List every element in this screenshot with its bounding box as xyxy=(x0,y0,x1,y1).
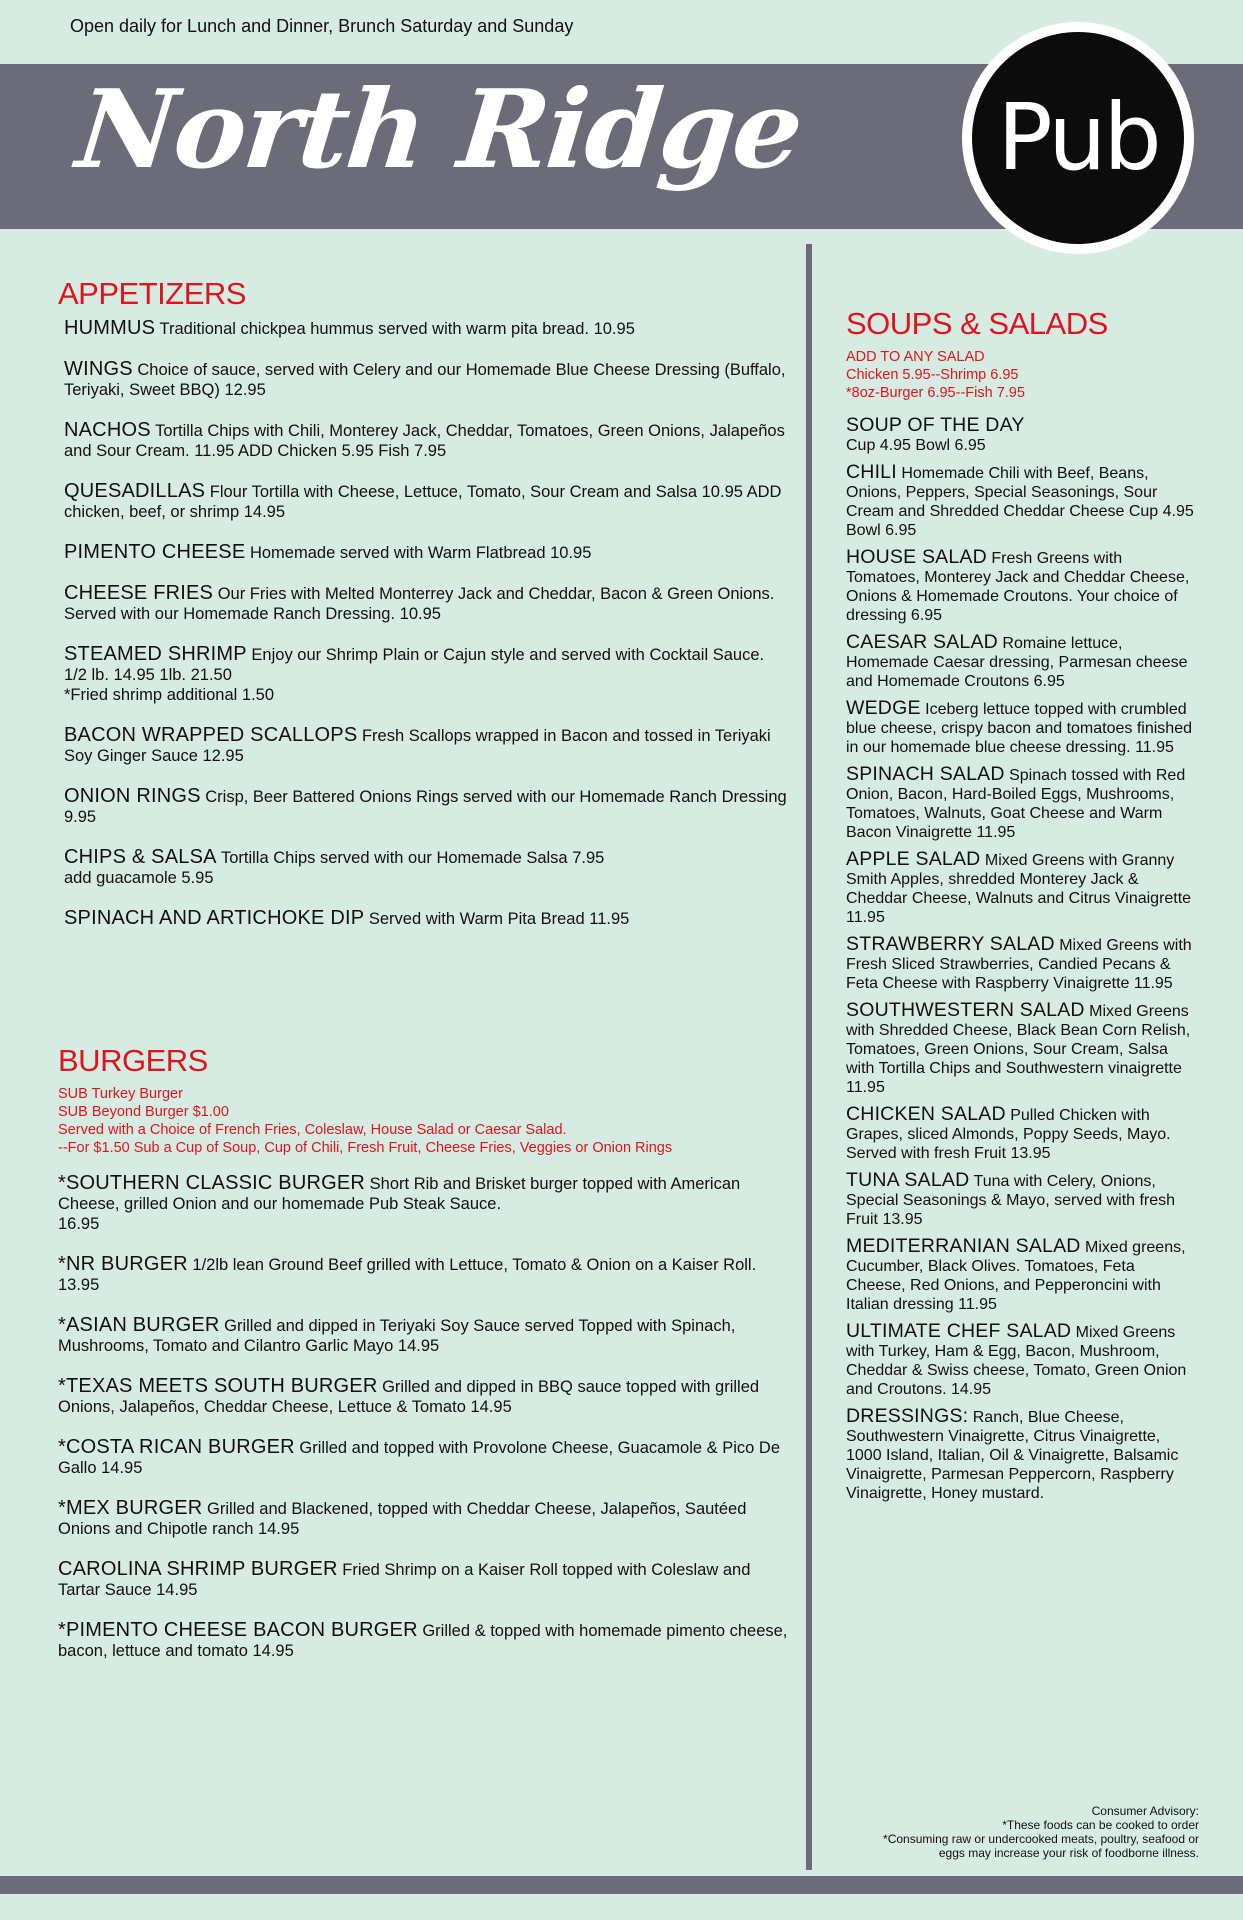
menu-item xyxy=(846,1322,1196,1399)
menu-item xyxy=(64,583,788,624)
menu-item xyxy=(58,1559,788,1600)
section-note: *8oz-Burger 6.95--Fish 7.95 xyxy=(846,385,1025,401)
menu-item-description: Served with Warm Pita Bread 11.95 xyxy=(368,910,630,928)
menu-item-name: *COSTA RICAN BURGER xyxy=(58,1436,295,1458)
menu-item-name: MEDITERRANIAN SALAD xyxy=(846,1235,1081,1257)
menu-item xyxy=(64,481,788,522)
menu-item-extra: 1/2 lb. 14.95 1lb. 21.50 xyxy=(64,666,232,684)
menu-item xyxy=(58,1437,788,1478)
menu-item-name: WEDGE xyxy=(846,697,921,719)
menu-item xyxy=(846,1407,1196,1503)
menu-item-name: SPINACH AND ARTICHOKE DIP xyxy=(64,907,365,929)
menu-item-extra: *Fried shrimp additional 1.50 xyxy=(64,686,275,704)
menu-item-name: STRAWBERRY SALAD xyxy=(846,933,1055,955)
menu-item-name: ONION RINGS xyxy=(64,785,201,807)
menu-item-description: Grilled and dipped in BBQ sauce topped with grilled Onions, Jalapeños, Cheddar Cheese, Lettuce & Tomato 14.95 xyxy=(58,1378,760,1416)
menu-item-description: Fresh Scallops wrapped in Bacon and tossed in Teriyaki Soy Ginger Sauce 12.95 xyxy=(64,727,771,765)
menu-item-description: Ranch, Blue Cheese, Southwestern Vinaigrette, Citrus Vinaigrette, 1000 Island, Italian, Oil & Vinaigrette, Balsamic Vinaigrette, Parmesan Peppercorn, Raspberry Vinaigrette, Honey mustard. xyxy=(846,1409,1179,1502)
menu-item xyxy=(846,1001,1196,1097)
restaurant-name: North Ridge xyxy=(71,67,807,193)
menu-item-name: TUNA SALAD xyxy=(846,1169,970,1191)
menu-item-name: SPINACH SALAD xyxy=(846,763,1005,785)
menu-item xyxy=(846,633,1196,691)
menu-item-description: Romaine lettuce, Homemade Caesar dressing, Parmesan cheese and Homemade Croutons 6.95 xyxy=(846,635,1188,690)
menu-item-name: APPLE SALAD xyxy=(846,848,981,870)
menu-item-description: Short Rib and Brisket burger topped with American Cheese, grilled Onion and our homemade Pub Steak Sauce. xyxy=(58,1175,741,1213)
menu-item xyxy=(64,786,788,827)
menu-item-name: DRESSINGS: xyxy=(846,1405,969,1427)
menu-item xyxy=(58,1498,788,1539)
menu-item xyxy=(64,420,788,461)
menu-item-description: Homemade served with Warm Flatbread 10.95 xyxy=(249,544,592,562)
menu-item-description: Flour Tortilla with Cheese, Lettuce, Tomato, Sour Cream and Salsa 10.95 ADD chicken, beef, or shrimp 14.95 xyxy=(64,483,782,521)
menu-item-description: Crisp, Beer Battered Onions Rings served with our Homemade Ranch Dressing 9.95 xyxy=(64,788,787,826)
footer-band xyxy=(0,1876,1243,1894)
burgers-list xyxy=(58,1173,788,1661)
menu-item xyxy=(846,765,1196,842)
menu-item-name: *NR BURGER xyxy=(58,1253,188,1275)
menu-item xyxy=(58,1173,788,1234)
menu-item xyxy=(58,1376,788,1417)
menu-item-description: Mixed greens, Cucumber, Black Olives. Tomatoes, Feta Cheese, Red Onions, and Pepperoncini with Italian dressing 11.95 xyxy=(846,1239,1186,1313)
menu-item-extra: 16.95 xyxy=(58,1215,100,1233)
pub-badge-inner xyxy=(972,32,1184,244)
menu-item-extra: Cup 4.95 Bowl 6.95 xyxy=(846,437,986,454)
pub-badge xyxy=(962,22,1194,254)
menu-item xyxy=(58,1315,788,1356)
menu-item xyxy=(64,359,788,400)
menu-item xyxy=(846,699,1196,757)
left-column xyxy=(58,276,788,1681)
menu-item-name: WINGS xyxy=(64,358,133,380)
menu-item-name: CHEESE FRIES xyxy=(64,582,214,604)
section-note: ADD TO ANY SALAD xyxy=(846,349,985,365)
burgers-section xyxy=(58,1043,788,1661)
menu-item-description: Choice of sauce, served with Celery and our Homemade Blue Cheese Dressing (Buffalo, Teriyaki, Sweet BBQ) 12.95 xyxy=(64,361,786,399)
column-divider xyxy=(806,244,812,1870)
menu-item-name: QUESADILLAS xyxy=(64,480,206,502)
menu-item xyxy=(58,1254,788,1295)
burgers-notes xyxy=(58,1085,788,1157)
menu-item xyxy=(58,1620,788,1661)
section-note: --For $1.50 Sub a Cup of Soup, Cup of Chili, Fresh Fruit, Cheese Fries, Veggies or Onion Rings xyxy=(58,1140,673,1156)
menu-item xyxy=(846,416,1196,455)
menu-item-description: Traditional chickpea hummus served with warm pita bread. 10.95 xyxy=(159,320,635,338)
menu-item-name: *ASIAN BURGER xyxy=(58,1314,220,1336)
menu-item-description: Tortilla Chips with Chili, Monterey Jack, Cheddar, Tomatoes, Green Onions, Jalapeños and Sour Cream. 11.95 ADD Chicken 5.95 Fish 7.95 xyxy=(64,422,785,460)
menu-item-description: Grilled and topped with Provolone Cheese, Guacamole & Pico De Gallo 14.95 xyxy=(58,1439,781,1477)
advisory-line: eggs may increase your risk of foodborne illness. xyxy=(938,1846,1199,1860)
menu-item-description: 1/2lb lean Ground Beef grilled with Lettuce, Tomato & Onion on a Kaiser Roll. 13.95 xyxy=(58,1256,757,1294)
menu-item-description: Our Fries with Melted Monterrey Jack and Cheddar, Bacon & Green Onions. Served with our Homemade Ranch Dressing. 10.95 xyxy=(64,585,775,623)
menu-item-name: *SOUTHERN CLASSIC BURGER xyxy=(58,1172,366,1194)
menu-item-name: HOUSE SALAD xyxy=(846,546,987,568)
appetizers-title: APPETIZERS xyxy=(58,276,246,311)
section-note: SUB Beyond Burger $1.00 xyxy=(58,1104,229,1120)
menu-item-description: Fresh Greens with Tomatoes, Monterey Jack and Cheddar Cheese, Onions & Homemade Croutons. Your choice of dressing 6.95 xyxy=(846,550,1190,624)
soups-salads-list xyxy=(846,416,1196,1503)
soups-salads-notes xyxy=(846,348,1196,402)
section-note: Served with a Choice of French Fries, Coleslaw, House Salad or Caesar Salad. xyxy=(58,1122,567,1138)
menu-item-name: NACHOS xyxy=(64,419,151,441)
menu-item xyxy=(846,935,1196,993)
menu-item-name: SOUTHWESTERN SALAD xyxy=(846,999,1085,1021)
menu-item-name: *MEX BURGER xyxy=(58,1497,203,1519)
menu-item-description: Mixed Greens with Fresh Sliced Strawberries, Candied Pecans & Feta Cheese with Raspberry Vinaigrette 11.95 xyxy=(846,937,1192,992)
appetizers-list xyxy=(58,318,788,929)
consumer-advisory xyxy=(779,1804,1199,1860)
menu-item xyxy=(64,908,788,929)
menu-item-name: CHIPS & SALSA xyxy=(64,846,217,868)
hours-text: Open daily for Lunch and Dinner, Brunch Saturday and Sunday xyxy=(70,16,574,36)
menu-item-name: *TEXAS MEETS SOUTH BURGER xyxy=(58,1375,378,1397)
menu-item-name: BACON WRAPPED SCALLOPS xyxy=(64,724,358,746)
menu-item-description: Grilled and Blackened, topped with Cheddar Cheese, Jalapeños, Sautéed Onions and Chipotle ranch 14.95 xyxy=(58,1500,747,1538)
menu-item-description: Iceberg lettuce topped with crumbled blue cheese, crispy bacon and tomatoes finished in our homemade blue cheese dressing. 11.95 xyxy=(846,701,1192,756)
menu-item xyxy=(64,542,788,563)
menu-item xyxy=(64,644,788,705)
menu-item-description: Pulled Chicken with Grapes, sliced Almonds, Poppy Seeds, Mayo. Served with fresh Fruit 13.95 xyxy=(846,1107,1171,1162)
burgers-title: BURGERS xyxy=(58,1043,208,1078)
appetizers-section xyxy=(58,276,788,929)
menu-item-name: CHILI xyxy=(846,461,897,483)
menu-item xyxy=(846,1237,1196,1314)
menu-item xyxy=(846,850,1196,927)
menu-item-name: CHICKEN SALAD xyxy=(846,1103,1006,1125)
menu-item-description: Tortilla Chips served with our Homemade Salsa 7.95 xyxy=(220,849,605,867)
advisory-line: *Consuming raw or undercooked meats, poultry, seafood or xyxy=(883,1832,1199,1846)
menu-item-description: Fried Shrimp on a Kaiser Roll topped with Coleslaw and Tartar Sauce 14.95 xyxy=(58,1561,751,1599)
menu-item-name: *PIMENTO CHEESE BACON BURGER xyxy=(58,1619,418,1641)
menu-item-description: Homemade Chili with Beef, Beans, Onions, Peppers, Special Seasonings, Sour Cream and Shredded Cheddar Cheese Cup 4.95 Bowl 6.95 xyxy=(846,465,1194,539)
menu-item xyxy=(64,725,788,766)
menu-item xyxy=(846,463,1196,540)
menu-item-description: Mixed Greens with Granny Smith Apples, shredded Monterey Jack & Cheddar Cheese, Walnuts and Citrus Vinaigrette 11.95 xyxy=(846,852,1192,926)
menu-item xyxy=(846,1171,1196,1229)
menu-item-name: PIMENTO CHEESE xyxy=(64,541,246,563)
menu-item-description: Enjoy our Shrimp Plain or Cajun style and served with Cocktail Sauce. xyxy=(251,646,765,664)
menu-item-name: SOUP OF THE DAY xyxy=(846,414,1025,436)
menu-item-name: HUMMUS xyxy=(64,317,156,339)
menu-item-description: Spinach tossed with Red Onion, Bacon, Hard-Boiled Eggs, Mushrooms, Tomatoes, Walnuts, Goat Cheese and Warm Bacon Vinaigrette 11.95 xyxy=(846,767,1186,841)
menu-item-name: CAESAR SALAD xyxy=(846,631,998,653)
menu-item-name: CAROLINA SHRIMP BURGER xyxy=(58,1558,338,1580)
menu-item xyxy=(64,847,788,888)
soups-salads-title: SOUPS & SALADS xyxy=(846,306,1108,341)
advisory-line: *These foods can be cooked to order xyxy=(1002,1818,1199,1832)
menu-item-description: Grilled & topped with homemade pimento cheese, bacon, lettuce and tomato 14.95 xyxy=(58,1622,788,1660)
menu-item xyxy=(846,1105,1196,1163)
menu-item-extra: add guacamole 5.95 xyxy=(64,869,214,887)
menu-item-description: Mixed Greens with Shredded Cheese, Black Bean Corn Relish, Tomatoes, Green Onions, Sour Cream, Salsa with Tortilla Chips and Southwestern vinaigrette 11.95 xyxy=(846,1003,1191,1096)
section-note: SUB Turkey Burger xyxy=(58,1086,183,1102)
menu-item-description: Tuna with Celery, Onions, Special Seasonings & Mayo, served with fresh Fruit 13.95 xyxy=(846,1173,1176,1228)
menu-item-description: Mixed Greens with Turkey, Ham & Egg, Bacon, Mushroom, Cheddar & Swiss cheese, Tomato, Green Onion and Croutons. 14.95 xyxy=(846,1324,1187,1398)
advisory-title: Consumer Advisory: xyxy=(1091,1804,1199,1818)
section-note: Chicken 5.95--Shrimp 6.95 xyxy=(846,367,1019,383)
menu-item xyxy=(846,548,1196,625)
menu-item-description: Grilled and dipped in Teriyaki Soy Sauce served Topped with Spinach, Mushrooms, Tomato and Cilantro Garlic Mayo 14.95 xyxy=(58,1317,736,1355)
pub-badge-text: Pub xyxy=(997,84,1159,191)
menu-item-name: ULTIMATE CHEF SALAD xyxy=(846,1320,1072,1342)
menu-item xyxy=(64,318,788,339)
menu-item-name: STEAMED SHRIMP xyxy=(64,643,247,665)
right-column xyxy=(846,306,1196,1511)
